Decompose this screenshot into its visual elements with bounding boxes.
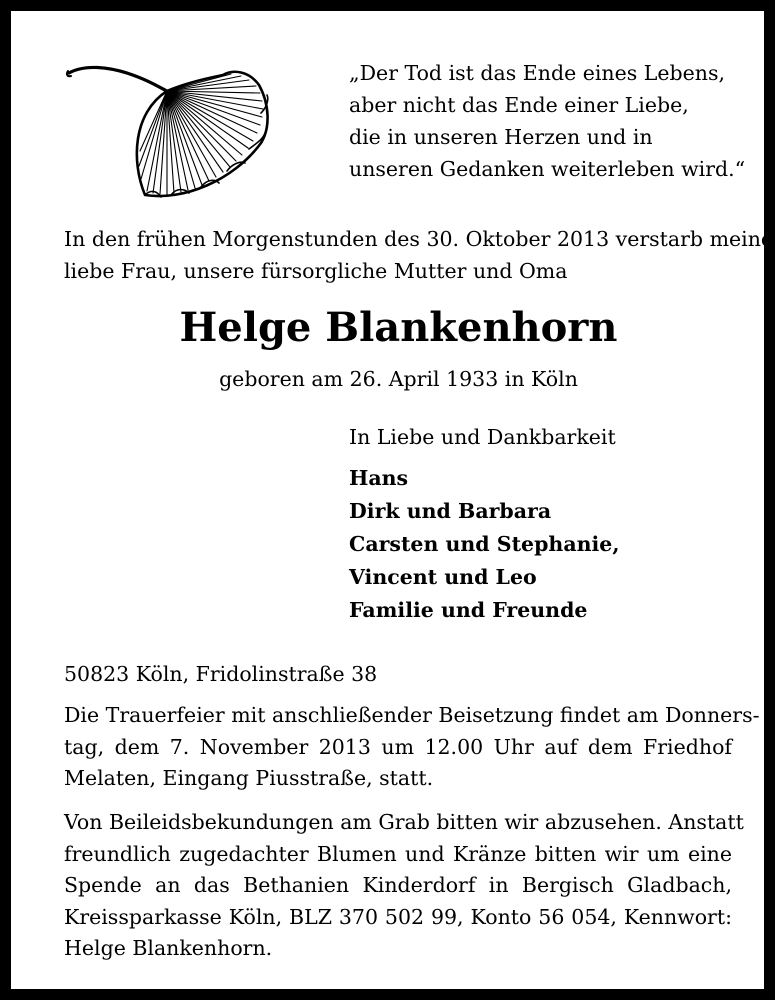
mourner-name: Carsten und Stephanie, (349, 532, 620, 556)
donation-request (64, 807, 744, 965)
donation-line: freundlich zugedachter Blumen und Kränze bitten wir um eine (64, 841, 732, 866)
quote-line: die in unseren Herzen und in (349, 125, 653, 149)
mourners-block (349, 421, 749, 627)
ginkgo-leaf-icon (63, 51, 278, 201)
announcement-line: liebe Frau, unsere fürsorgliche Mutter und Oma (64, 259, 568, 283)
quote-line: unseren Gedanken weiterleben wird.“ (349, 157, 746, 181)
memorial-quote (349, 57, 749, 185)
funeral-line: tag, dem 7. November 2013 um 12.00 Uhr auf dem Friedhof (64, 734, 732, 759)
birth-info: geboren am 26. April 1933 in Köln (219, 367, 578, 391)
family-address: 50823 Köln, Fridolinstraße 38 (64, 662, 378, 686)
deceased-name: Helge Blankenhorn (179, 304, 618, 351)
donation-line: Von Beileidsbekundungen am Grab bitten wir abzusehen. Anstatt (64, 810, 744, 834)
donation-line: Helge Blankenhorn. (64, 936, 273, 960)
mourner-name: Hans (349, 466, 409, 490)
funeral-line: Melaten, Eingang Piusstraße, statt. (64, 766, 434, 790)
death-announcement (64, 223, 774, 287)
mourner-name: Vincent und Leo (349, 565, 537, 589)
donation-line: Spende an das Bethanien Kinderdorf in Bergisch Gladbach, (64, 873, 732, 897)
quote-line: „Der Tod ist das Ende eines Lebens, (349, 61, 726, 85)
quote-line: aber nicht das Ende einer Liebe, (349, 93, 689, 117)
mourner-name: Familie und Freunde (349, 598, 588, 622)
donation-line: Kreissparkasse Köln, BLZ 370 502 99, Konto 56 054, Kennwort: (64, 904, 732, 929)
mourners-heading: In Liebe und Dankbarkeit (349, 425, 616, 449)
announcement-line: In den frühen Morgenstunden des 30. Oktober 2013 verstarb meine (64, 227, 774, 251)
funeral-details (64, 700, 760, 795)
mourner-name: Dirk und Barbara (349, 499, 552, 523)
funeral-line: Die Trauerfeier mit anschließender Beisetzung findet am Donners- (64, 703, 760, 727)
